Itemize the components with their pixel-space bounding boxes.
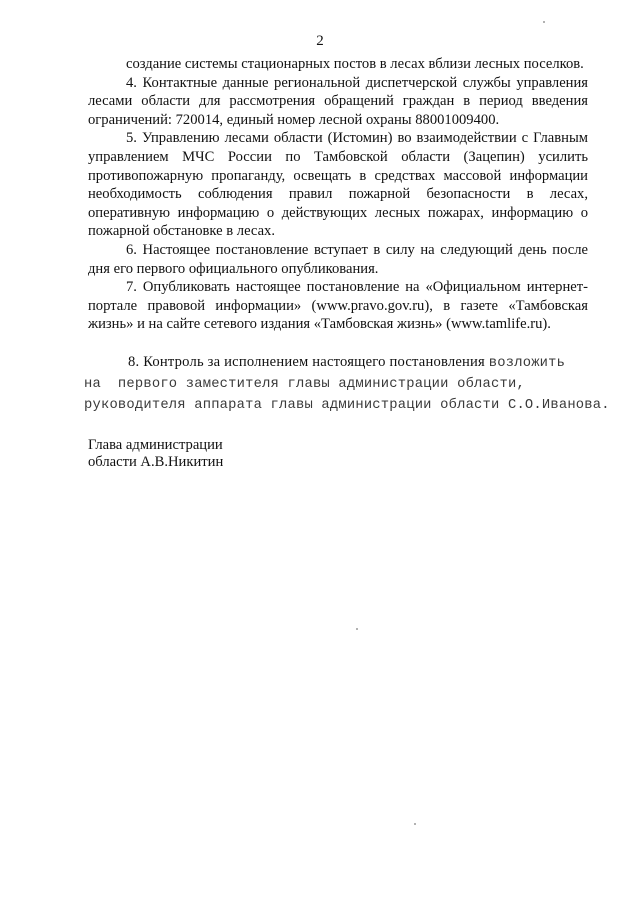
paragraph-8-line-1 — [84, 352, 604, 374]
paragraph-8-typed-inline: возложить — [488, 356, 566, 371]
signature-title: Глава администрации — [88, 437, 223, 453]
document-body — [88, 55, 588, 334]
paragraph-continuation: создание системы стационарных постов в лесах вблизи лесных поселков. — [126, 56, 584, 72]
paragraph-7: 7. Опубликовать настоящее постановление на «Официальном интернет-портале правовой информации» (www.pravo.gov.ru), в газете «Тамбовская жизнь» и на сайте сетевого издания «Тамбовская жизнь» (www.tamlife.ru). — [88, 279, 588, 333]
scan-speck — [414, 823, 416, 825]
paragraph-6: 6. Настоящее постановление вступает в силу на следующий день после дня его первого официального опубликования. — [88, 241, 588, 277]
signature-block — [88, 437, 223, 471]
page-number: 2 — [316, 33, 324, 49]
paragraph-4: 4. Контактные данные региональной диспетчерской службы управления лесами области для рассмотрения обращений граждан в период введения ограничений: 720014, единый номер лесной охраны 88001009400. — [88, 74, 588, 128]
paragraph-5: 5. Управлению лесами области (Истомин) во взаимодействии с Главным управлением МЧС России по Тамбовской области (Зацепин) усилить противопожарную пропаганду, освещать в средствах массовой информации необходимость соблюдения правил пожарной безопасности в лесах, оперативную информацию о действующих лесных пожарах, информацию о пожарной обстановке в лесах. — [88, 130, 588, 240]
scan-speck — [356, 628, 358, 630]
signature-name: области А.В.Никитин — [88, 454, 224, 470]
paragraph-8-printed: 8. Контроль за исполнением настоящего постановления — [128, 354, 485, 370]
paragraph-8-line-2: на первого заместителя главы администрации области, — [84, 377, 525, 392]
scan-speck — [543, 21, 545, 23]
paragraph-8-line-3: руководителя аппарата главы администрации области С.О.Иванова. — [84, 398, 610, 413]
paragraph-8 — [84, 352, 610, 416]
